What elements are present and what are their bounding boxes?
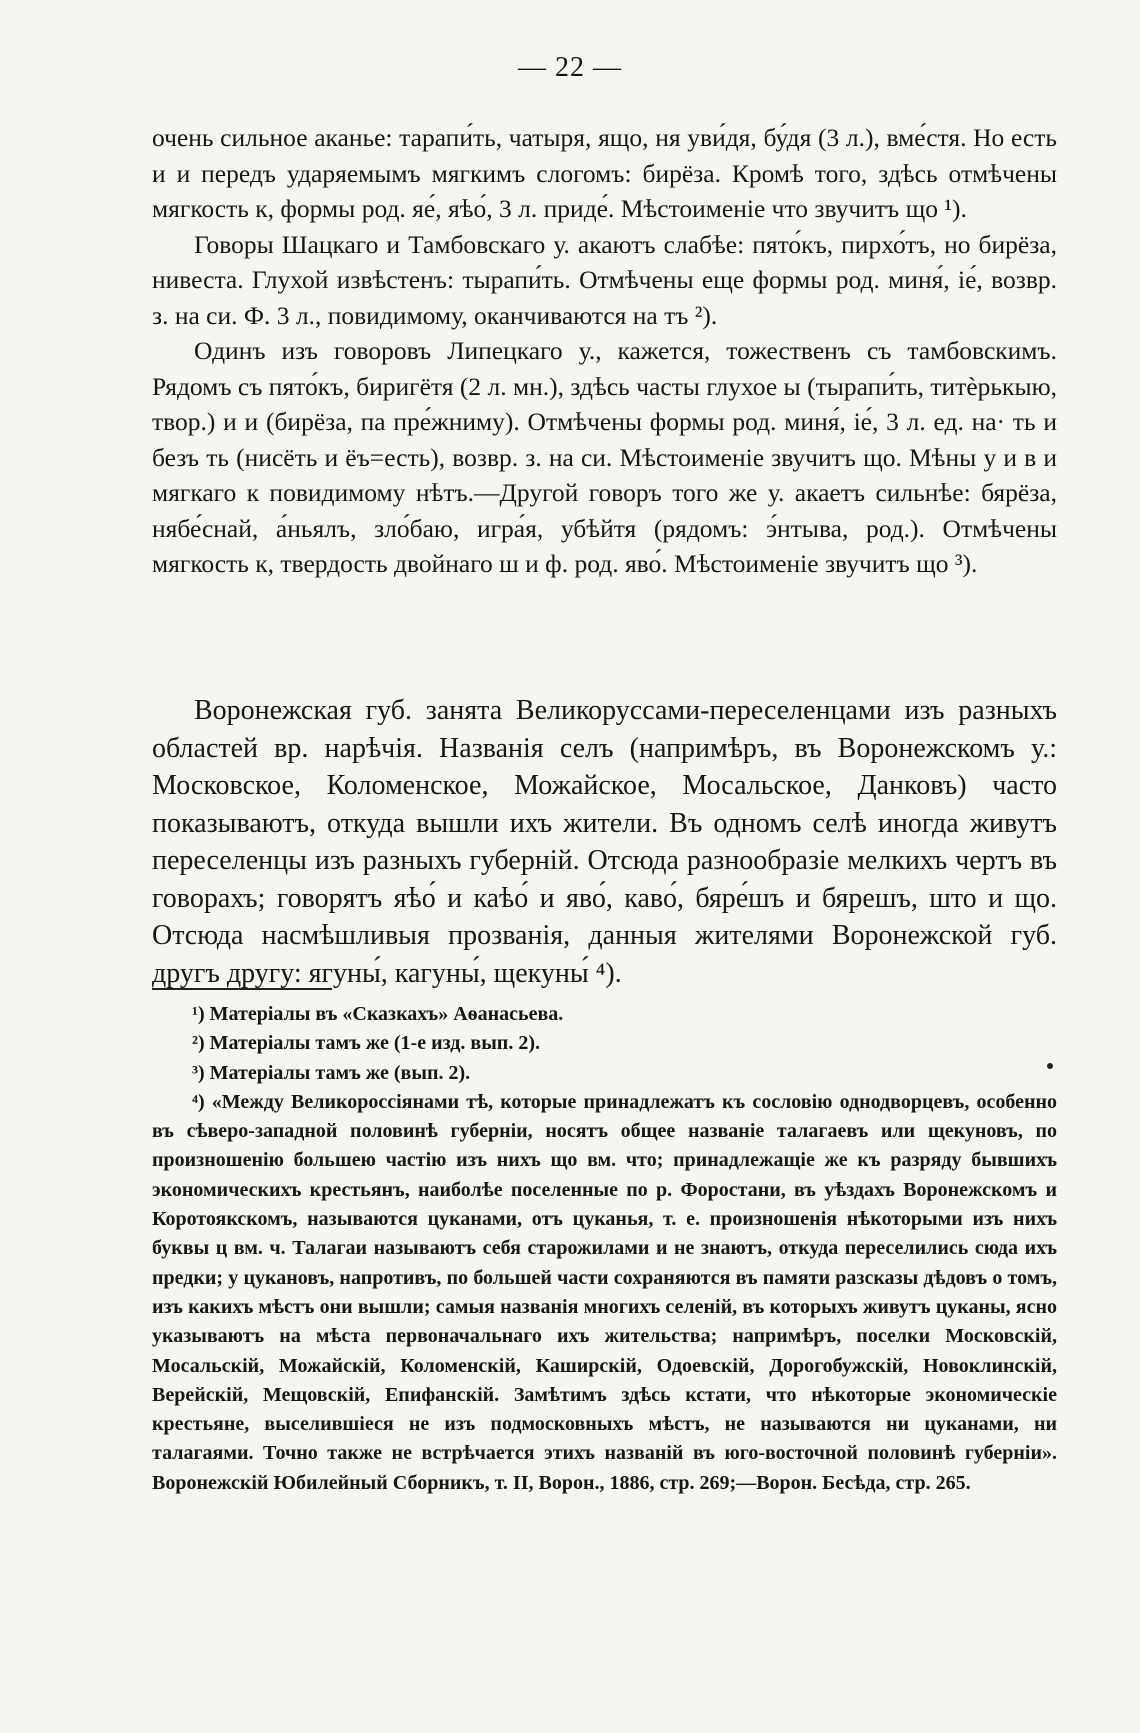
footnote-3: ³) Матеріалы тамъ же (вып. 2). — [192, 1061, 471, 1084]
footnote-divider — [152, 988, 332, 990]
page-number: — 22 — — [518, 52, 622, 83]
voronezh-section — [152, 692, 1057, 992]
paragraph-aka-overview: очень сильное аканье: тарапи́ть, чатыря, ящо, ня уви́дя, бу́дя (3 л.), вме́стя. Но есть и и передъ ударяемымъ мягкимъ слогомъ: бирёза. Кромѣ того, здѣсь отмѣчены мягкость к, формы род. яе́, яѣо́, 3 л. приде́. Мѣстоименіе что звучитъ що ¹). — [152, 123, 1057, 223]
paragraph-shatsk-tambov: Говоры Шацкаго и Тамбовскаго у. акаютъ слабѣе: пято́къ, пирхо́тъ, но бирёза, нивеста. Глухой извѣстенъ: тырапи́ть. Отмѣчены еще формы род. миня́, іе́, возвр. з. на си. Ф. 3 л., повидимому, оканчиваются на тъ ²). — [152, 229, 1057, 330]
footnote-4: ⁴) «Между Великороссіянами тѣ, которые принадлежатъ къ сословію однодворцевъ, особенно въ сѣверо-западной половинѣ губерніи, носятъ общее названіе талагаевъ или щекуновъ, по произношенію большею частію изъ нихъ що вм. что; принадлежащіе же къ разряду бывшихъ экономическихъ крестьянъ, наиболѣе поселенные по р. Форостани, въ уѣздахъ Воронежскомъ и Коротоякскомъ, называются цуканами, отъ цуканья, т. е. произношенія нѣкоторыми изъ нихъ буквы ц вм. ч. Талагаи называютъ себя старожилами и не знаютъ, откуда переселились сюда ихъ предки; у цукановъ, напротивъ, по большей части сохраняются въ памяти разсказы дѣдовъ о томъ, изъ какихъ мѣстъ они вышли; самыя названія многихъ селеній, въ которыхъ живутъ цуканы, ясно указываютъ на мѣста первоначальнаго ихъ жительства; напримѣръ, поселки Московскій, Мосальскій, Можайскій, Коломенскій, Каширскій, Одоевскій, Дорогобужскій, Новоклинскій, Верейскій, Мещовскій, Епифанскій. Замѣтимъ здѣсь кстати, что нѣкоторые экономическіе крестьяне, выселившіеся не изъ подмосковныхъ мѣстъ, не называются ни цуканами, ни талагаями. Точно также не встрѣчается этихъ названій въ юго-восточной половинѣ губерніи». Воронежскій Юбилейный Сборникъ, т. II, Ворон., 1886, стр. 269;—Ворон. Бесѣда, стр. 265. — [152, 1090, 1057, 1494]
footnote-1: ¹) Матеріалы въ «Сказкахъ» Аѳанасьева. — [192, 1003, 564, 1025]
paragraph-voronezh: Воронежская губ. занята Великоруссами-переселенцами изъ разныхъ областей вр. нарѣчія. Названія селъ (напримѣръ, въ Воронежскомъ у.: Московское, Коломенское, Можайское, Мосальское, Данковъ) часто показываютъ, откуда вышли ихъ жители. Въ одномъ селѣ иногда живутъ переселенцы изъ разныхъ губерній. Отсюда разнообразіе мелкихъ чертъ въ говорахъ; говорятъ яѣо́ и каѣо́ и яво́, каво́, бяре́шъ и бярешъ, што и що. Отсюда насмѣшливыя прозванія, данныя жителями Воронежской губ. другъ другу: ягуны́, кагуны́, щекуны́ ⁴). — [152, 695, 1057, 989]
footnotes — [152, 1000, 1057, 1498]
main-text — [152, 120, 1057, 582]
footnote-2: ²) Матеріалы тамъ же (1-е изд. вып. 2). — [192, 1032, 540, 1055]
paragraph-lipetsk: Одинъ изъ говоровъ Липецкаго у., кажется, тожественъ съ тамбовскимъ. Рядомъ съ пято́къ, биригётя (2 л. мн.), здѣсь часты глухое ы (тырапи́ть, титѐрькыю, твор.) и и (бирёза, па пре́жниму). Отмѣчены формы род. миня́, іе́, 3 л. ед. на· ть и безъ ть (нисёть и ёъ=есть), возвр. з. на си. Мѣстоименіе звучитъ що. Мѣны у и в и мягкаго к повидимому нѣтъ.—Другой говоръ того же у. акаетъ сильнѣе: бярёза, нябе́снай, а́ньялъ, зло́баю, игра́я, убѣйтя (рядомъ: э́нтыва, род.). Отмѣчены мягкость к, твердость двойнаго ш и ф. род. яво́. Мѣстоименіе звучитъ що ³). — [152, 336, 1057, 578]
